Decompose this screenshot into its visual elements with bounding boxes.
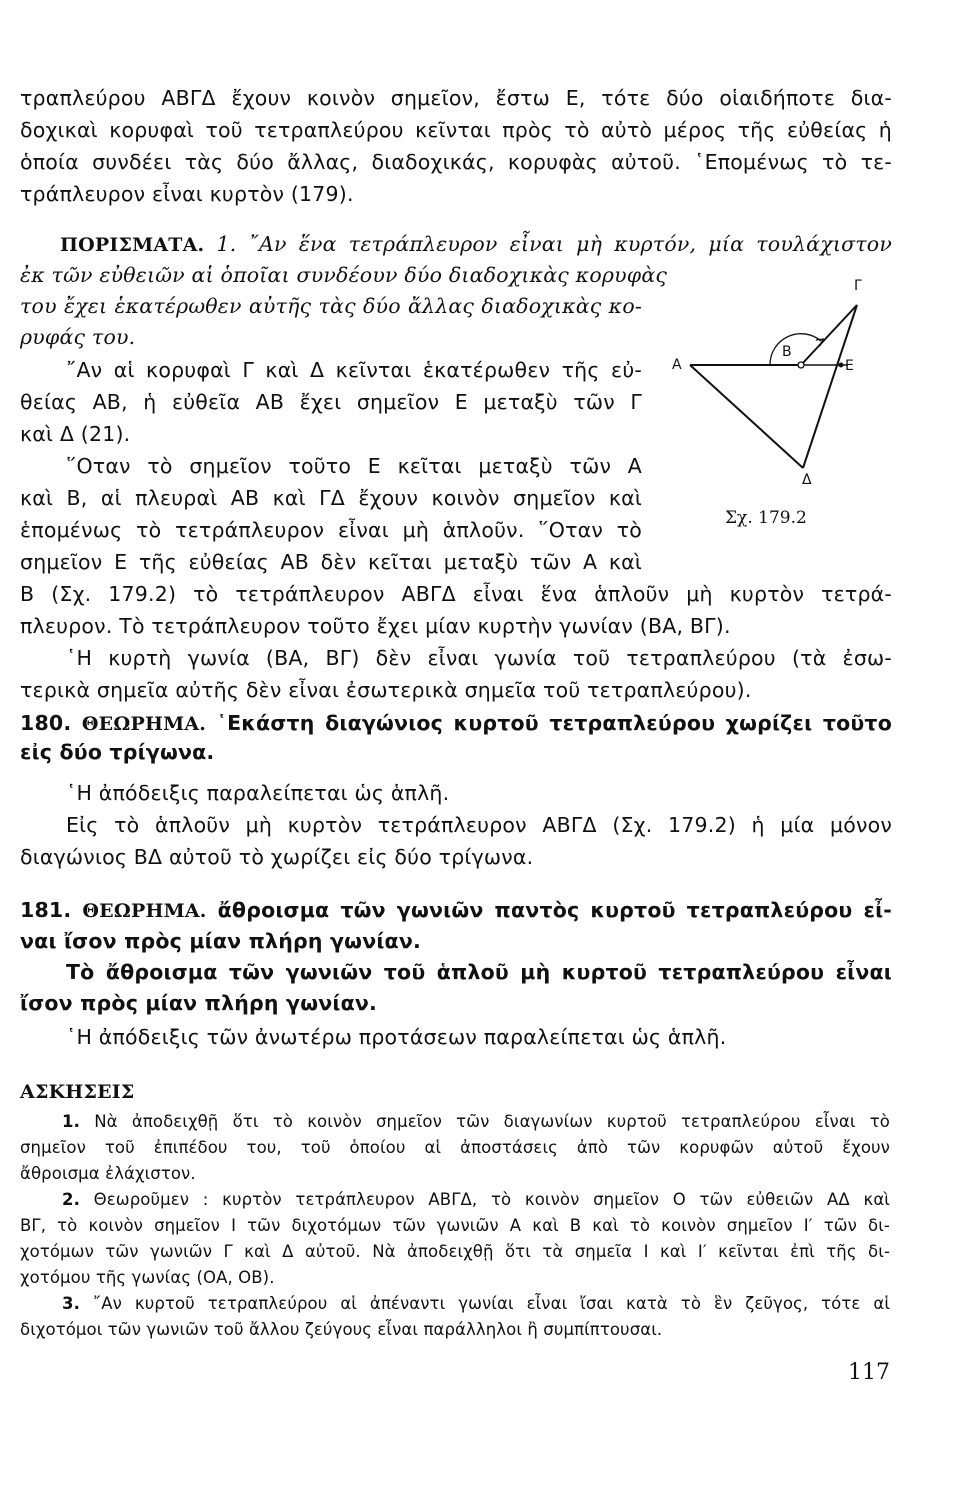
angle-arc (770, 334, 821, 365)
exercise-number: 1. (62, 1112, 80, 1131)
theorem-label: ΘΕΩΡΗΜΑ. (81, 713, 207, 735)
point-e (839, 363, 844, 368)
exercise-text: Νὰ ἀποδειχθῇ ὅτι τὸ κοινὸν σημεῖον τῶν διαγωνίων κυρτοῦ τετραπλεύρου εἶναι τὸ (94, 1112, 890, 1131)
text-line: Εἰς τὸ ἁπλοῦν μὴ κυρτὸν τετράπλευρον ΑΒΓΔ (Σχ. 179.2) ἡ μία μόνον (66, 813, 892, 837)
text-line: ἴσον πρὸς μίαν πλήρη γωνίαν. (20, 991, 378, 1015)
exercise-number: 3. (62, 1294, 80, 1313)
text-line: ΒΓ, τὸ κοινὸν σημεῖον Ι τῶν διχοτόμων τῶν γωνιῶν Α καὶ Β καὶ τὸ κοινὸν σημεῖον Ι′ τῶν δι- (20, 1216, 890, 1235)
theorem-180-line-1 (20, 708, 892, 739)
theorem-181-line-1 (20, 895, 892, 926)
exercise-2-line-1 (62, 1187, 890, 1213)
text-line: διχοτόμοι τῶν γωνιῶν τοῦ ἄλλου ζεύγους εἶναι παράλληλοι ἢ συμπίπτουσαι. (20, 1320, 663, 1339)
text-line: χοτόμου τῆς γωνίας (ΟΑ, ΟΒ). (20, 1268, 275, 1287)
text-line: ῞Οταν τὸ σημεῖον τοῦτο Ε κεῖται μεταξὺ τῶν Α (66, 454, 642, 478)
text-line: καὶ Δ (21). (20, 422, 131, 446)
label-b: Β (782, 344, 792, 360)
exercise-text: ῎Αν κυρτοῦ τετραπλεύρου αἱ ἀπέναντι γωνίαι εἶναι ἴσαι κατὰ τὸ ἓν ζεῦγος, τότε αἱ (92, 1294, 890, 1313)
side-gd (803, 305, 857, 468)
exercises-heading: ΑΣΚΗΣΕΙΣ (20, 1081, 135, 1103)
text-line: ῾Η κυρτὴ γωνία (ΒΑ, ΒΓ) δὲν εἶναι γωνία τοῦ τετραπλεύρου (τὰ ἐσω- (66, 646, 892, 670)
text-line: καὶ Β, αἱ πλευραὶ ΑΒ καὶ ΓΔ ἔχουν κοινὸν σημεῖον καὶ (20, 486, 642, 510)
text-line: τερικὰ σημεῖα αὐτῆς δὲν εἶναι ἐσωτερικὰ σημεῖα τοῦ τετραπλεύρου). (20, 678, 752, 702)
text-line: Β (Σχ. 179.2) τὸ τετράπλευρον ΑΒΓΔ εἶναι ἕνα ἁπλοῦν μὴ κυρτὸν τετρά- (20, 582, 892, 606)
exercise-3-line-1 (62, 1291, 890, 1317)
text-line: ἄθροισμα ἐλάχιστον. (20, 1164, 196, 1183)
text-line: δοχικαὶ κορυφαὶ τοῦ τετραπλεύρου κεῖνται πρὸς τὸ αὐτὸ μέρος τῆς εὐθείας ἡ (20, 118, 892, 142)
text-line: τράπλευρον εἶναι κυρτὸν (179). (20, 182, 354, 206)
text-line: πλευρον. Τὸ τετράπλευρον τοῦτο ἔχει μίαν κυρτὴν γωνίαν (ΒΑ, ΒΓ). (20, 614, 731, 638)
text-line: σημεῖον Ε τῆς εὐθείας ΑΒ δὲν κεῖται μεταξὺ τῶν Α καὶ (20, 550, 642, 574)
text-line: ῾Η ἀπόδειξις τῶν ἀνωτέρω προτάσεων παραλείπεται ὡς ἁπλῆ. (66, 1025, 727, 1049)
label-e: Ε (845, 358, 854, 374)
porismata-text: ῎Αν ἕνα τετράπλευρον εἶναι μὴ κυρτόν, μία τουλάχιστον (248, 232, 893, 256)
porismata-heading: ΠΟΡΙΣΜΑΤΑ. (60, 234, 205, 256)
theorem-statement: ἄθροισμα τῶν γωνιῶν παντὸς κυρτοῦ τετραπλεύρου εἶ- (217, 898, 892, 922)
text-line: διαγώνιος ΒΔ αὐτοῦ τὸ χωρίζει εἰς δύο τρίγωνα. (20, 845, 534, 869)
porismata-number: 1. (216, 232, 237, 256)
exercise-1-line-1 (62, 1109, 890, 1135)
text-line: ναι ἴσον πρὸς μίαν πλήρη γωνίαν. (20, 929, 421, 953)
text-line: ὁποία συνδέει τὰς δύο ἄλλας, διαδοχικάς, κορυφὰς αὐτοῦ. ῾Επομένως τὸ τε- (20, 150, 892, 174)
figure-179-2 (660, 270, 890, 510)
text-line: χοτόμων τῶν γωνιῶν Γ καὶ Δ αὐτοῦ. Νὰ ἀποδειχθῇ ὅτι τὰ σημεῖα Ι καὶ Ι′ κεῖνται ἐπὶ τῆς δι- (20, 1242, 890, 1261)
label-a: Α (672, 357, 682, 373)
point-b (798, 362, 804, 368)
figure-caption: Σχ. 179.2 (725, 508, 807, 528)
text-line: ἑπομένως τὸ τετράπλευρον εἶναι μὴ ἁπλοῦν. ῞Οταν τὸ (20, 518, 642, 542)
theorem-number: 181. (20, 898, 72, 922)
text-line: εἰς δύο τρίγωνα. (20, 740, 215, 764)
text-line: ἐκ τῶν εὐθειῶν αἱ ὁποῖαι συνδέουν δύο διαδοχικὰς κορυφὰς (20, 263, 668, 287)
exercise-number: 2. (62, 1190, 80, 1209)
theorem-label: ΘΕΩΡΗΜΑ. (82, 900, 207, 922)
theorem-number: 180. (20, 711, 72, 735)
text-line: σημεῖον τοῦ ἐπιπέδου του, τοῦ ὁποίου αἱ ἀποστάσεις ἀπὸ τῶν κορυφῶν αὐτοῦ ἔχουν (20, 1138, 890, 1157)
porismata-line-1 (60, 229, 892, 260)
theorem-statement: ῾Εκάστη διαγώνιος κυρτοῦ τετραπλεύρου χωρίζει τοῦτο (216, 711, 892, 735)
side-da (690, 365, 803, 468)
exercise-text: Θεωροῦμεν : κυρτὸν τετράπλευρον ΑΒΓΔ, τὸ κοινὸν σημεῖον Ο τῶν εὐθειῶν ΑΔ καὶ (93, 1190, 890, 1209)
text-line: ῾Η ἀπόδειξις παραλείπεται ὡς ἁπλῆ. (66, 781, 450, 805)
text-line: ρυφάς του. (20, 325, 136, 349)
text-line: ῎Αν αἱ κορυφαὶ Γ καὶ Δ κεῖνται ἑκατέρωθεν τῆς εὐ- (66, 358, 642, 382)
label-g: Γ (854, 278, 862, 294)
text-line: τραπλεύρου ΑΒΓΔ ἔχουν κοινὸν σημεῖον, ἔστω Ε, τότε δύο οἱαιδήποτε δια- (20, 86, 892, 110)
label-d: Δ (802, 472, 812, 488)
text-line: του ἔχει ἑκατέρωθεν αὐτῆς τὰς δύο ἄλλας διαδοχικὰς κο- (20, 294, 642, 318)
text-line: θείας ΑΒ, ἡ εὐθεῖα ΑΒ ἔχει σημεῖον Ε μεταξὺ τῶν Γ (20, 390, 642, 414)
text-line: Τὸ ἄθροισμα τῶν γωνιῶν τοῦ ἁπλοῦ μὴ κυρτοῦ τετραπλεύρου εἶναι (66, 960, 892, 984)
page-number: 117 (848, 1360, 890, 1385)
